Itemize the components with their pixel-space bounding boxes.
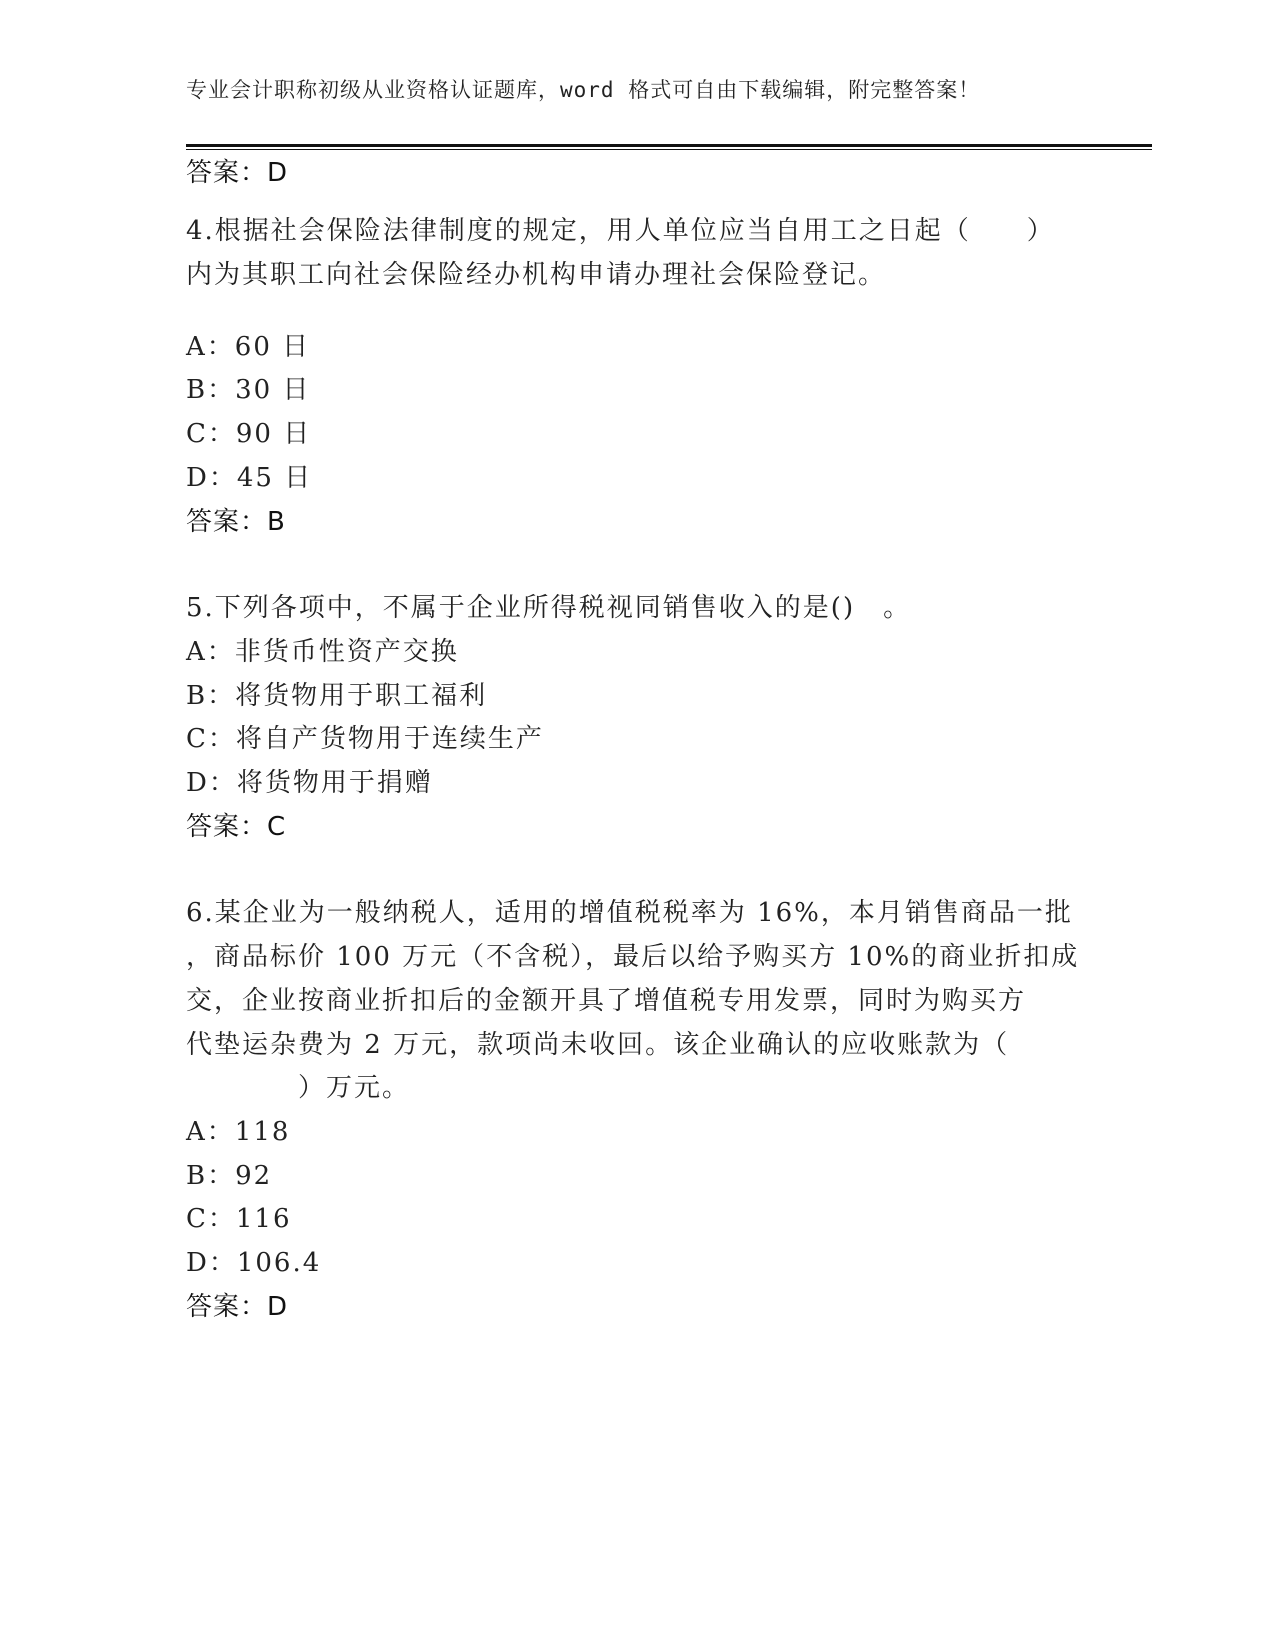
q4-answer: 答案：B xyxy=(186,507,286,537)
q5-answer: 答案：C xyxy=(186,812,287,842)
q6-answer: 答案：D xyxy=(186,1292,289,1322)
header-divider-thin xyxy=(186,149,1152,150)
q4-stem-line-1: 4.根据社会保险法律制度的规定，用人单位应当自用工之日起（ ） xyxy=(186,216,1055,246)
q6-option-c: C：116 xyxy=(186,1204,292,1234)
q6-stem-line-5: ）万元。 xyxy=(186,1073,411,1103)
q5-option-d: D：将货物用于捐赠 xyxy=(186,768,433,798)
q6-stem-line-4: 代垫运杂费为 2 万元，款项尚未收回。该企业确认的应收账款为（ xyxy=(186,1030,1010,1060)
q4-option-c: C：90 日 xyxy=(186,419,312,449)
header-divider-thick xyxy=(186,144,1152,147)
q4-option-d: D：45 日 xyxy=(186,463,313,493)
previous-answer: 答案：D xyxy=(186,158,289,188)
q6-option-a: A：118 xyxy=(186,1117,291,1147)
q6-option-b: B：92 xyxy=(186,1161,273,1191)
q6-stem-line-3: 交，企业按商业折扣后的金额开具了增值税专用发票，同时为购买方 xyxy=(186,986,1027,1016)
q4-option-b: B：30 日 xyxy=(186,375,311,405)
q6-stem-line-1: 6.某企业为一般纳税人，适用的增值税税率为 16%，本月销售商品一批 xyxy=(186,898,1073,928)
q4-stem-line-2: 内为其职工向社会保险经办机构申请办理社会保险登记。 xyxy=(186,260,887,290)
q5-option-b: B：将货物用于职工福利 xyxy=(186,681,488,711)
q6-option-d: D：106.4 xyxy=(186,1248,322,1278)
q5-option-c: C：将自产货物用于连续生产 xyxy=(186,724,544,754)
q5-option-a: A：非货币性资产交换 xyxy=(186,637,459,667)
q6-stem-line-2: ，商品标价 100 万元（不含税），最后以给予购买方 10%的商业折扣成 xyxy=(186,942,1080,972)
q5-stem-line-1: 5.下列各项中，不属于企业所得税视同销售收入的是() 。 xyxy=(186,593,912,623)
page-header: 专业会计职称初级从业资格认证题库，word 格式可自由下载编辑，附完整答案！ xyxy=(186,78,981,102)
q4-option-a: A：60 日 xyxy=(186,332,311,362)
